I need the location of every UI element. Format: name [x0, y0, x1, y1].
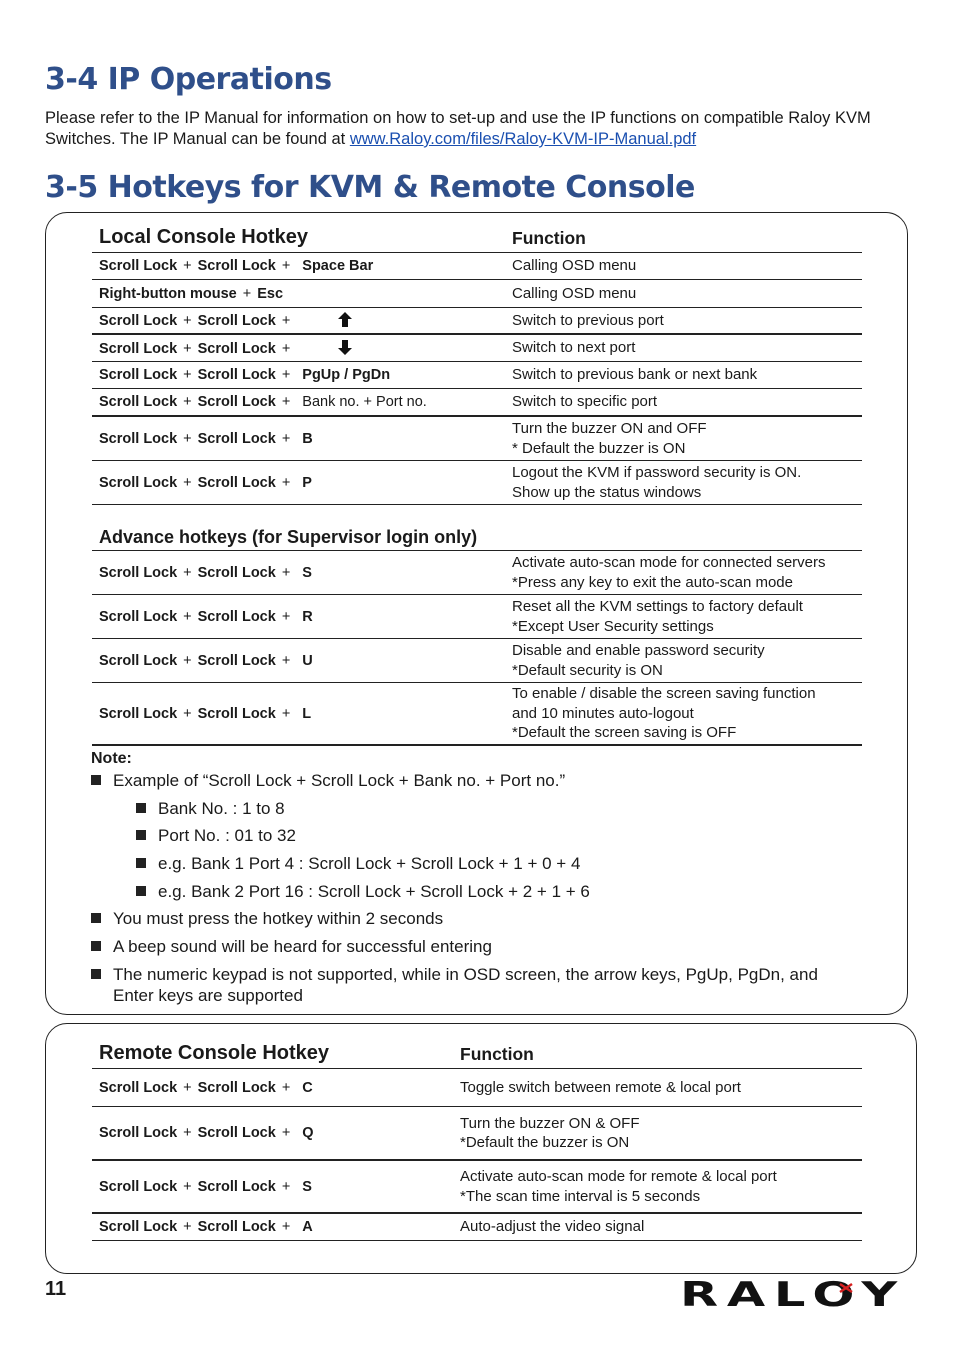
table-row — [92, 335, 862, 362]
table-row — [92, 683, 862, 746]
up-arrow-icon — [338, 312, 352, 327]
remote-hotkey-table — [92, 1041, 862, 1241]
bullet-square-icon — [136, 803, 146, 813]
bullet-square-icon — [136, 858, 146, 868]
hotkey-combo: Scroll Lock + Scroll Lock + — [99, 340, 352, 357]
hotkey-combo: Scroll Lock + Scroll Lock + P — [99, 474, 312, 491]
function-text: Activate auto-scan mode for connected servers *Press any key to exit the auto-scan mode — [512, 554, 826, 591]
section-heading-ip: 3-4 IP Operations — [45, 62, 332, 97]
ip-intro-text: Please refer to the IP Manual for information on how to set-up and use the IP functions on compatible Raloy KVM Switches. The IP Manual can be found at — [45, 109, 871, 148]
table-row — [92, 1214, 862, 1241]
local-function-heading: Function — [512, 228, 586, 248]
function-text: Calling OSD menu — [512, 257, 637, 275]
note-sub-bullet: e.g. Bank 2 Port 16 : Scroll Lock + Scroll Lock + 2 + 1 + 6 — [136, 881, 590, 902]
section-heading-hotkeys: 3-5 Hotkeys for KVM & Remote Console — [45, 170, 695, 205]
hotkey-combo: Scroll Lock + Scroll Lock + L — [99, 705, 312, 722]
function-text: Switch to next port — [512, 339, 636, 357]
hotkey-combo: Scroll Lock + Scroll Lock + S — [99, 564, 312, 581]
function-text: Turn the buzzer ON & OFF *Default the buzzer is ON — [460, 1114, 640, 1151]
hotkey-combo: Scroll Lock + Scroll Lock + A — [99, 1219, 313, 1235]
function-text: Turn the buzzer ON and OFF * Default the buzzer is ON — [512, 420, 707, 457]
table-row — [92, 308, 862, 335]
function-text: Disable and enable password security *Default security is ON — [512, 642, 765, 679]
advance-hotkeys-header — [92, 521, 862, 551]
bullet-square-icon — [91, 969, 101, 979]
hotkey-combo: Scroll Lock + Scroll Lock + C — [99, 1079, 313, 1096]
hotkey-combo: Scroll Lock + Scroll Lock + PgUp / PgDn — [99, 367, 391, 383]
function-text: Calling OSD menu — [512, 284, 637, 302]
function-text: To enable / disable the screen saving function and 10 minutes auto-logout *Default the screen saving is OFF — [512, 685, 816, 742]
table-row — [92, 461, 862, 505]
table-row — [92, 1107, 862, 1161]
hotkey-combo: Right-button mouse + Esc — [99, 285, 284, 302]
local-hotkey-table — [92, 225, 862, 746]
table-row — [92, 551, 862, 595]
page-number: 11 — [45, 1278, 67, 1300]
ip-intro-paragraph — [45, 108, 905, 150]
hotkey-combo: Scroll Lock + Scroll Lock + R — [99, 608, 313, 625]
table-row — [92, 389, 862, 417]
note-bullet: A beep sound will be heard for successful entering — [91, 936, 492, 957]
bullet-square-icon — [91, 913, 101, 923]
function-text: Toggle switch between remote & local port — [460, 1078, 741, 1096]
bullet-square-icon — [91, 941, 101, 951]
local-table-header — [92, 225, 862, 253]
remote-hotkey-heading: Remote Console Hotkey — [99, 1042, 330, 1064]
function-text: Switch to previous port — [512, 311, 664, 329]
note-sub-bullet: Port No. : 01 to 32 — [136, 825, 296, 846]
note-bullet: The numeric keypad is not supported, while in OSD screen, the arrow keys, PgUp, PgDn, and Enter keys are supported — [91, 964, 851, 1006]
table-row — [92, 417, 862, 461]
hotkey-combo: Scroll Lock + Scroll Lock + B — [99, 430, 313, 447]
raloy-logo — [680, 1278, 910, 1310]
table-row — [92, 595, 862, 639]
ip-manual-link[interactable]: www.Raloy.com/files/Raloy-KVM-IP-Manual.pdf — [349, 130, 697, 148]
note-sub-bullet: e.g. Bank 1 Port 4 : Scroll Lock + Scroll Lock + 1 + 0 + 4 — [136, 853, 580, 874]
function-text: Auto-adjust the video signal — [460, 1218, 645, 1236]
note-bullet: Example of “Scroll Lock + Scroll Lock + Bank no. + Port no.” — [91, 770, 565, 791]
note-sub-bullet: Bank No. : 1 to 8 — [136, 798, 285, 819]
bullet-square-icon — [136, 830, 146, 840]
hotkey-combo: Scroll Lock + Scroll Lock + Space Bar — [99, 258, 374, 274]
hotkey-combo: Scroll Lock + Scroll Lock + Bank no. + Port no. — [99, 394, 427, 410]
table-row — [92, 1069, 862, 1107]
bullet-square-icon — [136, 886, 146, 896]
bullet-square-icon — [91, 775, 101, 785]
advance-hotkeys-heading: Advance hotkeys (for Supervisor login only) — [99, 527, 478, 547]
local-hotkey-heading: Local Console Hotkey — [99, 226, 308, 248]
table-row — [92, 280, 862, 308]
remote-function-heading: Function — [460, 1044, 534, 1064]
note-title: Note: — [91, 750, 132, 767]
hotkey-combo: Scroll Lock + Scroll Lock + Q — [99, 1125, 314, 1141]
note-bullet: You must press the hotkey within 2 seconds — [91, 908, 443, 929]
table-row — [92, 639, 862, 683]
down-arrow-icon — [338, 340, 352, 355]
table-row — [92, 362, 862, 389]
remote-table-header — [92, 1041, 862, 1069]
hotkey-combo: Scroll Lock + Scroll Lock + U — [99, 652, 313, 669]
hotkey-combo: Scroll Lock + Scroll Lock + S — [99, 1178, 312, 1195]
function-text: Logout the KVM if password security is ON. Show up the status windows — [512, 464, 802, 501]
table-row — [92, 253, 862, 280]
table-row — [92, 1161, 862, 1214]
function-text: Activate auto-scan mode for remote & local port *The scan time interval is 5 seconds — [460, 1168, 777, 1205]
function-text: Switch to specific port — [512, 393, 658, 411]
function-text: Reset all the KVM settings to factory default *Except User Security settings — [512, 598, 803, 635]
hotkey-combo: Scroll Lock + Scroll Lock + — [99, 312, 352, 329]
function-text: Switch to previous bank or next bank — [512, 366, 758, 384]
raloy-logo-text: RALOY — [680, 1278, 906, 1310]
